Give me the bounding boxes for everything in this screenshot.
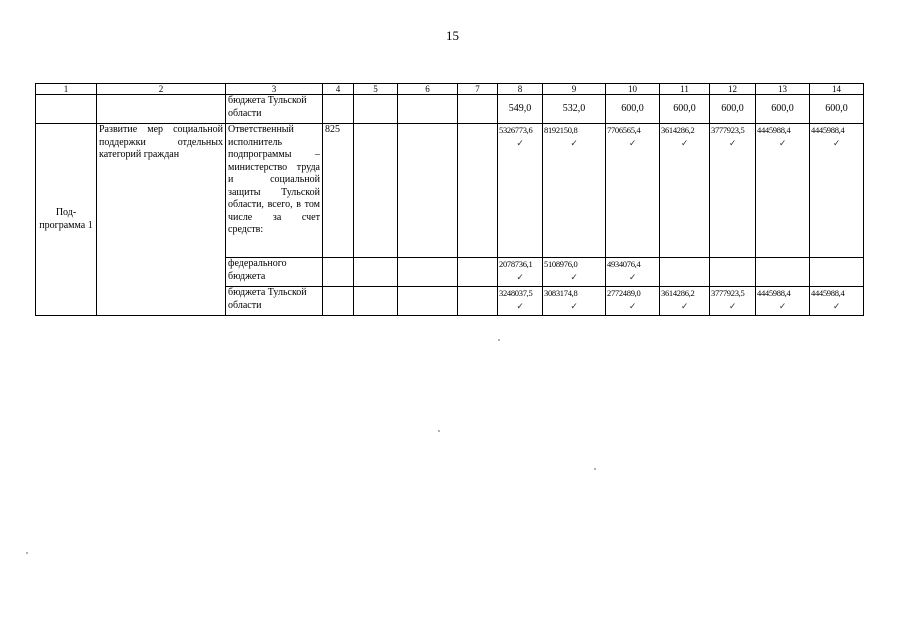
funding-source: бюджета Тульской области — [226, 287, 323, 316]
empty-cell — [398, 95, 458, 124]
funding-source: бюджета Тульской области — [226, 95, 323, 124]
value-cell: 600,0 — [710, 95, 756, 124]
header-cell: 10 — [606, 84, 660, 95]
empty-cell — [398, 258, 458, 287]
check-mark-icon: ✓ — [570, 300, 578, 311]
value-text: 3614286,2 — [661, 288, 695, 298]
value-cell — [498, 258, 543, 287]
value-text: 4445988,4 — [757, 125, 791, 135]
scan-speck — [594, 468, 596, 470]
funding-source: федерального бюджета — [226, 258, 323, 287]
empty-cell — [458, 95, 498, 124]
empty-cell — [458, 287, 498, 316]
subprogram-label: Под-программа 1 — [36, 124, 97, 316]
check-mark-icon: ✓ — [832, 137, 841, 148]
value-cell — [606, 287, 660, 316]
check-mark-icon: ✓ — [628, 300, 637, 311]
value-cell: 600,0 — [660, 95, 710, 124]
check-mark-icon: ✓ — [516, 300, 524, 311]
value-cell — [498, 124, 543, 258]
value-cell — [660, 287, 710, 316]
empty-cell — [354, 95, 398, 124]
scan-speck — [438, 430, 440, 432]
value-cell: 600,0 — [606, 95, 660, 124]
value-cell — [660, 124, 710, 258]
value-cell — [710, 124, 756, 258]
header-cell: 13 — [756, 84, 810, 95]
header-row — [36, 84, 864, 95]
empty-cell — [354, 287, 398, 316]
check-mark-icon: ✓ — [570, 271, 578, 282]
value-cell: 600,0 — [756, 95, 810, 124]
empty-cell — [810, 258, 864, 287]
header-cell: 3 — [226, 84, 323, 95]
empty-cell — [354, 258, 398, 287]
empty-cell — [323, 258, 354, 287]
empty-cell — [323, 287, 354, 316]
empty-cell — [458, 258, 498, 287]
check-mark-icon: ✓ — [778, 300, 787, 311]
value-text: 3777923,5 — [711, 125, 745, 135]
value-text: 8192150,8 — [544, 125, 578, 135]
empty-cell — [36, 95, 97, 124]
value-cell — [756, 287, 810, 316]
empty-cell — [323, 95, 354, 124]
check-mark-icon: ✓ — [516, 137, 524, 148]
header-cell: 5 — [354, 84, 398, 95]
table-row-regional-budget-top — [36, 95, 864, 124]
value-cell — [543, 258, 606, 287]
check-mark-icon: ✓ — [778, 137, 787, 148]
value-text: 3777923,5 — [711, 288, 745, 298]
check-mark-icon: ✓ — [832, 300, 841, 311]
value-cell: 600,0 — [810, 95, 864, 124]
check-mark-icon: ✓ — [516, 271, 524, 282]
check-mark-icon: ✓ — [628, 271, 637, 282]
value-text: 4934076,4 — [607, 259, 641, 269]
value-text: 4445988,4 — [811, 288, 845, 298]
empty-cell — [710, 258, 756, 287]
value-cell: 532,0 — [543, 95, 606, 124]
check-mark-icon: ✓ — [680, 137, 689, 148]
header-cell: 9 — [543, 84, 606, 95]
budget-table — [35, 83, 864, 316]
scan-speck — [498, 339, 500, 341]
header-cell: 8 — [498, 84, 543, 95]
header-cell: 7 — [458, 84, 498, 95]
empty-cell — [660, 258, 710, 287]
value-cell — [710, 287, 756, 316]
value-cell — [810, 287, 864, 316]
value-text: 4445988,4 — [757, 288, 791, 298]
empty-cell — [398, 124, 458, 258]
header-cell: 12 — [710, 84, 756, 95]
header-cell: 2 — [97, 84, 226, 95]
empty-cell — [458, 124, 498, 258]
executor-cell: Ответственный исполнитель подпрограммы – министерство труда и социальной защиты Тульской области, всего, в том числе за счет средств: — [226, 124, 323, 258]
header-cell: 14 — [810, 84, 864, 95]
value-cell — [543, 287, 606, 316]
check-mark-icon: ✓ — [728, 300, 737, 311]
value-text: 7706565,4 — [607, 125, 641, 135]
empty-cell — [97, 95, 226, 124]
value-text: 4445988,4 — [811, 125, 845, 135]
value-cell — [756, 124, 810, 258]
check-mark-icon: ✓ — [628, 137, 637, 148]
value-text: 3248037,5 — [499, 288, 533, 298]
value-text: 2078736,1 — [499, 259, 533, 269]
value-text: 5326773,6 — [499, 125, 533, 135]
page-number: 15 — [446, 28, 459, 43]
value-text: 5108976,0 — [544, 259, 578, 269]
check-mark-icon: ✓ — [728, 137, 737, 148]
code-cell: 825 — [323, 124, 354, 258]
empty-cell — [354, 124, 398, 258]
value-cell — [543, 124, 606, 258]
value-cell — [606, 124, 660, 258]
value-cell — [498, 287, 543, 316]
value-cell: 549,0 — [498, 95, 543, 124]
value-cell — [606, 258, 660, 287]
table-row-subprogram-total — [36, 124, 864, 258]
check-mark-icon: ✓ — [570, 137, 578, 148]
value-text: 3083174,8 — [544, 288, 578, 298]
value-text: 2772489,0 — [607, 288, 641, 298]
scan-speck — [26, 552, 28, 554]
header-cell: 11 — [660, 84, 710, 95]
header-cell: 4 — [323, 84, 354, 95]
header-cell: 1 — [36, 84, 97, 95]
check-mark-icon: ✓ — [680, 300, 689, 311]
value-text: 3614286,2 — [661, 125, 695, 135]
empty-cell — [398, 287, 458, 316]
value-cell — [810, 124, 864, 258]
header-cell: 6 — [398, 84, 458, 95]
empty-cell — [756, 258, 810, 287]
subprogram-description: Развитие мер социальной поддержки отдельных категорий граждан — [97, 124, 226, 316]
